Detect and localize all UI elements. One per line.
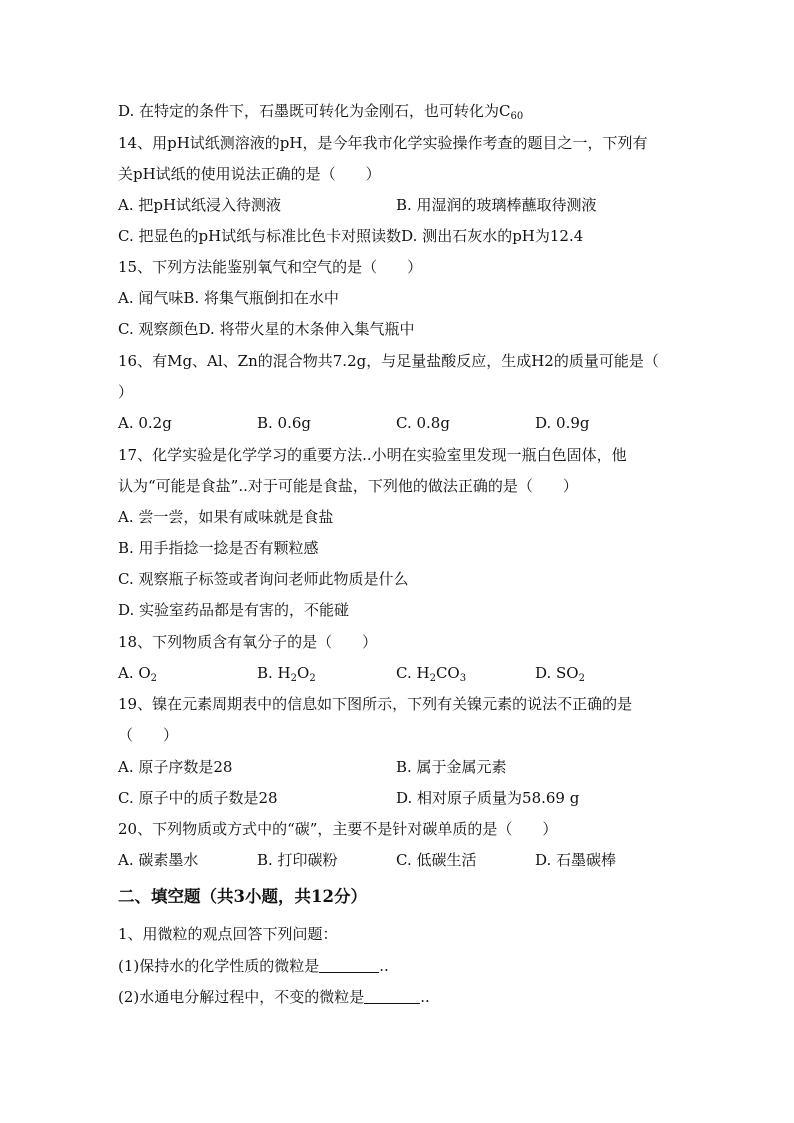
q20-option-d: D. 石墨碳棒 — [535, 851, 617, 869]
q17-option-a: A. 尝一尝，如果有咸味就是食盐 — [118, 508, 334, 526]
q14-option-a: A. 把pH试纸浸入待测液 — [118, 196, 282, 214]
fill-q1-stem: 1、用微粒的观点回答下列问题： — [118, 925, 338, 943]
fill-q1-part1: (1)保持水的化学性质的微粒是 .. — [118, 957, 389, 975]
q14-stem-line1: 14、用pH试纸测溶液的pH，是今年我市化学实验操作考查的题目之一，下列有 — [118, 134, 648, 152]
q19-option-b: B. 属于金属元素 — [396, 758, 507, 776]
q16-option-d: D. 0.9g — [535, 414, 590, 432]
q18-option-d: D. $SO_2$ — [535, 664, 585, 684]
q14-option-b: B. 用湿润的玻璃棒蘸取待测液 — [396, 196, 597, 214]
q18-stem: 18、下列物质含有氧分子的是（ ） — [118, 633, 378, 651]
q15-option-ab: A. 闻气味B. 将集气瓶倒扣在水中 — [118, 289, 339, 307]
section-heading: 二、填空题（共3小题，共12分） — [118, 887, 367, 906]
q20-option-b: B. 打印碳粉 — [257, 851, 338, 869]
q16-option-c: C. 0.8g — [396, 414, 450, 432]
q17-stem-line1: 17、化学实验是化学学习的重要方法..小明在实验室里发现一瓶白色固体，他 — [118, 446, 627, 464]
q14-option-cd: C. 把显色的pH试纸与标准比色卡对照读数D. 测出石灰水的pH为12.4 — [118, 227, 584, 245]
q15-option-cd: C. 观察颜色D. 将带火星的木条伸入集气瓶中 — [118, 320, 415, 338]
q14-stem-line2: 关pH试纸的使用说法正确的是（ ） — [118, 165, 381, 183]
q18-option-c: C. $H_2CO_3$ — [396, 664, 467, 684]
q16-stem-line1: 16、有Mg、Al、Zn的混合物共7.2g，与足量盐酸反应，生成H2的质量可能是（ — [118, 352, 659, 370]
q18-option-b: B. $H_2O_2$ — [257, 664, 316, 684]
q18-option-a: A. $O_2$ — [118, 664, 158, 684]
q17-option-c: C. 观察瓶子标签或者询问老师此物质是什么 — [118, 570, 409, 588]
q19-option-d: D. 相对原子质量为58.69 g — [396, 789, 580, 807]
q16-option-b: B. 0.6g — [257, 414, 312, 432]
q16-stem-line2: ） — [118, 383, 134, 401]
answer-blank-2[interactable] — [364, 988, 420, 1004]
answer-blank-1[interactable] — [319, 957, 379, 973]
q20-option-a: A. 碳素墨水 — [118, 851, 199, 869]
q19-stem-line2: （ ） — [118, 726, 179, 744]
q17-stem-line2: 认为“可能是食盐”..对于可能是食盐，下列他的做法正确的是（ ） — [118, 477, 578, 495]
q19-option-a: A. 原子序数是28 — [118, 758, 233, 776]
q15-stem: 15、下列方法能鉴别氧气和空气的是（ ） — [118, 258, 423, 276]
fill-q1-part2: (2)水通电分解过程中，不变的微粒是 .. — [118, 988, 430, 1006]
q16-option-a: A. 0.2g — [118, 414, 172, 432]
q20-option-c: C. 低碳生活 — [396, 851, 477, 869]
q19-option-c: C. 原子中的质子数是28 — [118, 789, 278, 807]
q13-option-d: D. 在特定的条件下，石墨既可转化为金刚石，也可转化为$C_{60}$ — [118, 102, 524, 122]
q17-option-b: B. 用手指捻一捻是否有颗粒感 — [118, 539, 319, 557]
q19-stem-line1: 19、镍在元素周期表中的信息如下图所示，下列有关镍元素的说法不正确的是 — [118, 695, 633, 713]
q17-option-d: D. 实验室药品都是有害的，不能碰 — [118, 601, 350, 619]
q20-stem: 20、下列物质或方式中的“碳”，主要不是针对碳单质的是（ ） — [118, 820, 558, 838]
